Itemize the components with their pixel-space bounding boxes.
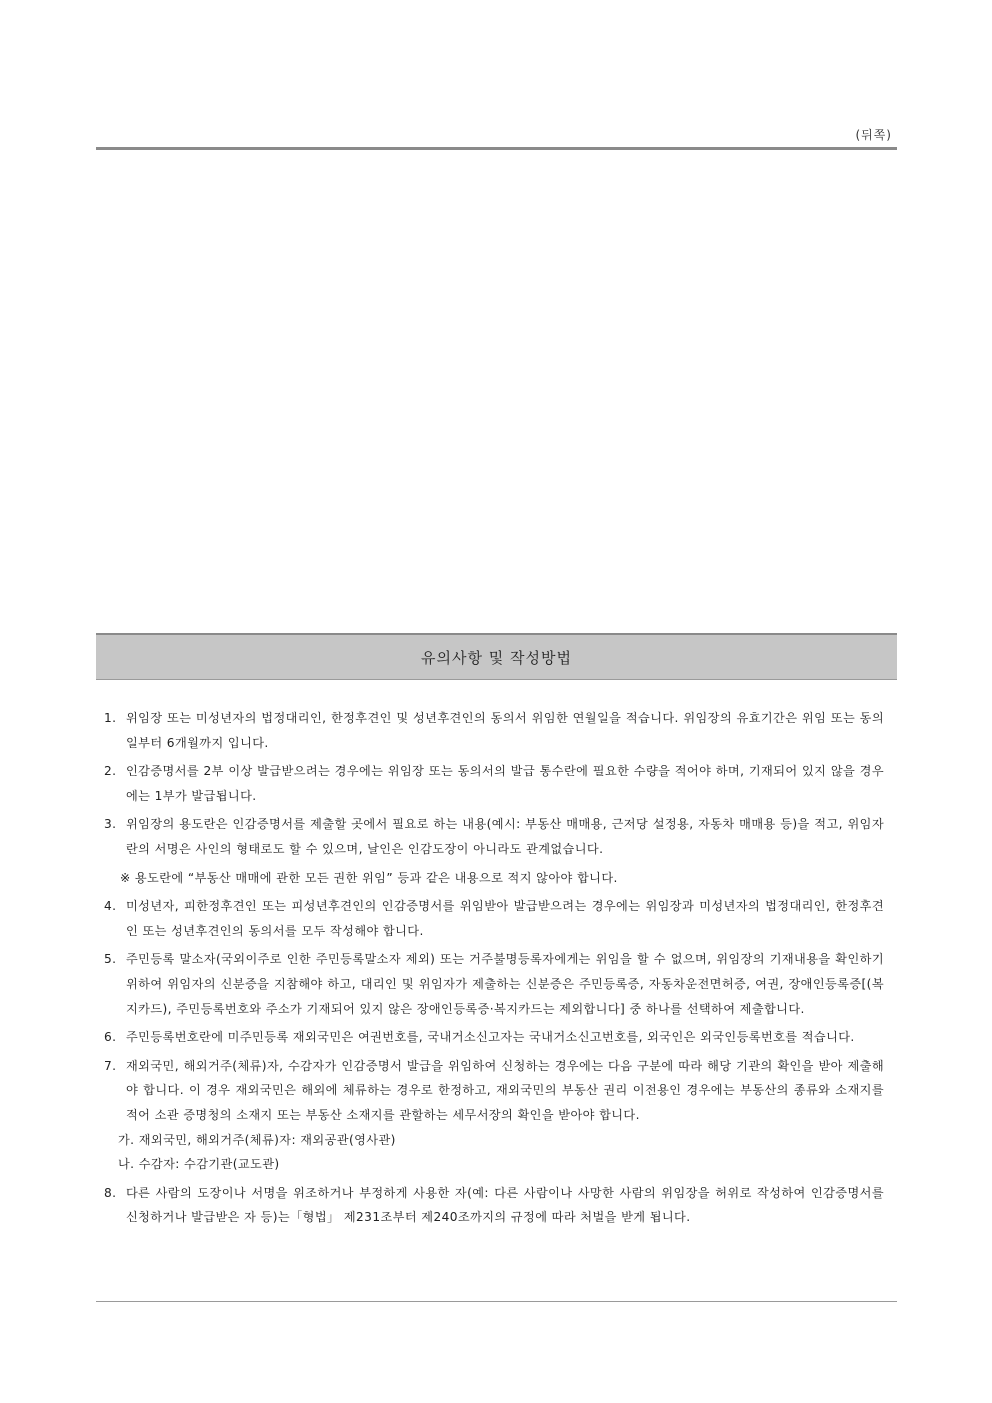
note-text: 가. 재외국민, 해외거주(체류)자: 재외공관(영사관) <box>118 1132 396 1147</box>
note-text: 주민등록 말소자(국외이주로 인한 주민등록말소자 제외) 또는 거주불명등록자에게는 위임을 할 수 없으며, 위임장의 기재내용을 확인하기 위하여 위임자의 신분증을 지참해야 하고, 대리인 및 위임자가 제출하는 신분증은 주민등록증, 자동차운전면허증, 여권, 장애인등록증[(복지카드), 주민등록번호와 주소가 기재되어 있지 않은 장애인등록증·복지카드는 제외합니다] 중 하나를 선택하여 제출합니다. <box>126 952 884 1016</box>
note-item-5 <box>104 947 884 1021</box>
note-text: 위임장의 용도란은 인감증명서를 제출할 곳에서 필요로 하는 내용(예시: 부동산 매매용, 근저당 설정용, 자동차 매매용 등)을 적고, 위임자란의 서명은 사인의 형태로도 할 수 있으며, 날인은 인감도장이 아니라도 관계없습니다. <box>126 817 884 856</box>
section-header <box>96 633 897 680</box>
note-item-1 <box>104 706 884 755</box>
note-text: ※ 용도란에 “부동산 매매에 관한 모든 권한 위임” 등과 같은 내용으로 적지 않아야 합니다. <box>120 870 618 885</box>
note-item-2 <box>104 759 884 808</box>
note-text: 인감증명서를 2부 이상 발급받으려는 경우에는 위임장 또는 동의서의 발급 통수란에 필요한 수량을 적어야 하며, 기재되어 있지 않을 경우에는 1부가 발급됩니다. <box>126 764 884 803</box>
note-number: 3. <box>104 817 117 832</box>
note-number: 7. <box>104 1058 117 1073</box>
note-item-4 <box>104 894 884 943</box>
note-sub-item-ga <box>104 1128 884 1153</box>
note-item-8 <box>104 1181 884 1230</box>
note-item-3 <box>104 812 884 861</box>
notes-list <box>104 706 884 1230</box>
note-text: 미성년자, 피한정후견인 또는 피성년후견인의 인감증명서를 위임받아 발급받으려는 경우에는 위임장과 미성년자의 법정대리인, 한정후견인 또는 성년후견인의 동의서를 모두 작성해야 합니다. <box>126 899 884 938</box>
note-number: 4. <box>104 899 117 914</box>
bottom-divider <box>96 1301 897 1302</box>
note-text: 재외국민, 해외거주(체류)자, 수감자가 인감증명서 발급을 위임하여 신청하는 경우에는 다음 구분에 따라 해당 기관의 확인을 받아 제출해야 합니다. 이 경우 재외국민은 해외에 체류하는 경우로 한정하고, 재외국민의 부동산 권리 이전용인 경우에는 부동산의 종류와 소재지를 적어 소관 증명청의 소재지 또는 부동산 소재지를 관할하는 세무서장의 확인을 받아야 합니다. <box>126 1058 884 1122</box>
note-item-6 <box>104 1025 884 1050</box>
note-text: 위임장 또는 미성년자의 법정대리인, 한정후견인 및 성년후견인의 동의서 위임한 연월일을 적습니다. 위임장의 유효기간은 위임 또는 동의일부터 6개월까지 입니다. <box>126 711 884 750</box>
page-side-label: (뒤쪽) <box>855 128 892 142</box>
note-item-7 <box>104 1054 884 1128</box>
note-text: 나. 수감자: 수감기관(교도관) <box>118 1157 280 1172</box>
top-divider <box>96 147 897 150</box>
note-text: 다른 사람의 도장이나 서명을 위조하거나 부정하게 사용한 자(예: 다른 사람이나 사망한 사람의 위임장을 허위로 작성하여 인감증명서를 신청하거나 발급받은 자 등)는「형법」 제231조부터 제240조까지의 규정에 따라 처벌을 받게 됩니다. <box>126 1185 884 1225</box>
note-remark <box>104 866 884 891</box>
note-text: 주민등록번호란에 미주민등록 재외국민은 여권번호를, 국내거소신고자는 국내거소신고번호를, 외국인은 외국인등록번호를 적습니다. <box>126 1030 855 1045</box>
note-number: 8. <box>104 1185 117 1200</box>
note-sub-item-na <box>104 1152 884 1177</box>
note-number: 5. <box>104 952 117 967</box>
note-number: 1. <box>104 711 117 725</box>
note-number: 6. <box>104 1030 117 1045</box>
section-title: 유의사항 및 작성방법 <box>421 648 572 667</box>
note-number: 2. <box>104 764 117 779</box>
